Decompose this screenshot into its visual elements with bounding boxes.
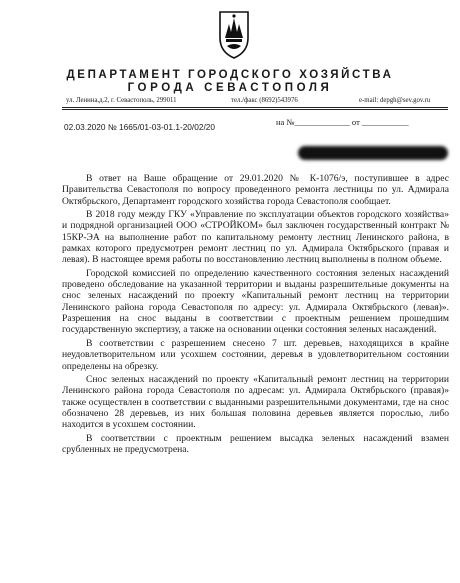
phone: тел./факс (8692)543976 — [231, 97, 298, 104]
address: ул. Ленина,д.2, г. Севастополь, 299011 — [66, 97, 177, 104]
paragraph: В 2018 году между ГКУ «Управление по эксплуатации объектов городского хозяйства» и подрядной организацией ООО «СТРОЙКОМ» был заключен государственный контракт № 15КР-ЭА на выполнение работ по капитальному ремонту лестниц Ленинского района, в рамках которого предусмотрен ремонт лестниц по ул. Адмирала Октябрьского (правая и левая). В настоящее время работы по восстановлению лестниц выполнены в полном объеме. — [62, 209, 449, 266]
paragraph: Снос зеленых насаждений по проекту «Капитальный ремонт лестниц на территории Ленинского района города Севастополя по адресам: ул. Адмирала Октябрьского (правая)» также осуществлен в соответствии с выданными разрешительными документами, где на снос обозначено 28 деревьев, из них большая половина деревьев является порослью, либо находится в усохшем состоянии. — [62, 373, 449, 431]
paragraph: В ответ на Ваше обращение от 29.01.2020 № К-1076/э, поступившее в адрес Правительства Севастополя по вопросу проведенного ремонта лестницы по ул. Адмирала Октябрьского, Департамент городского хозяйства города Севастополя сообщает. — [62, 173, 449, 207]
redacted-recipient — [298, 146, 448, 160]
paragraph: В соответствии с разрешением снесено 7 шт. деревьев, находящихся в крайне неудовлетворительном или усохшем состоянии, деревья в удовлетворительном состоянии определены на обрезку. — [62, 337, 449, 372]
paragraph: В соответствии с проектным решением высадка зеленых насаждений взамен срубленных не предусмотрена. — [62, 432, 449, 455]
reference-number: на №_____________ от ___________ — [276, 117, 409, 127]
header-rule — [62, 107, 448, 108]
city-title: ГОРОДА СЕВАСТОПОЛЯ — [127, 82, 333, 94]
letter-body — [62, 173, 449, 457]
department-title: ДЕПАРТАМЕНТ ГОРОДСКОГО ХОЗЯЙСТВА — [66, 69, 394, 81]
outgoing-number: 02.03.2020 № 1665/01-03-01.1-20/02/20 — [64, 122, 215, 132]
header-rule-thin — [62, 109, 448, 110]
email: e-mail: depgh@sev.gov.ru — [359, 97, 431, 104]
sevastopol-coat-of-arms-icon — [217, 8, 251, 60]
paragraph: Городской комиссией по определению качественного состояния зеленых насаждений проведено обследование на указанной территории и выданы разрешительные документы на снос зеленых насаждений по проекту «Капитальный ремонт лестниц на территории Ленинского района города Севастополя по адресу: ул. Адмирала Октябрьского (левая)». Разрешения на снос выданы в соответствии с проектным решением прошедшим государственную экспертизу, а также на основании оценки состояния зеленых насаждений. — [62, 267, 449, 336]
